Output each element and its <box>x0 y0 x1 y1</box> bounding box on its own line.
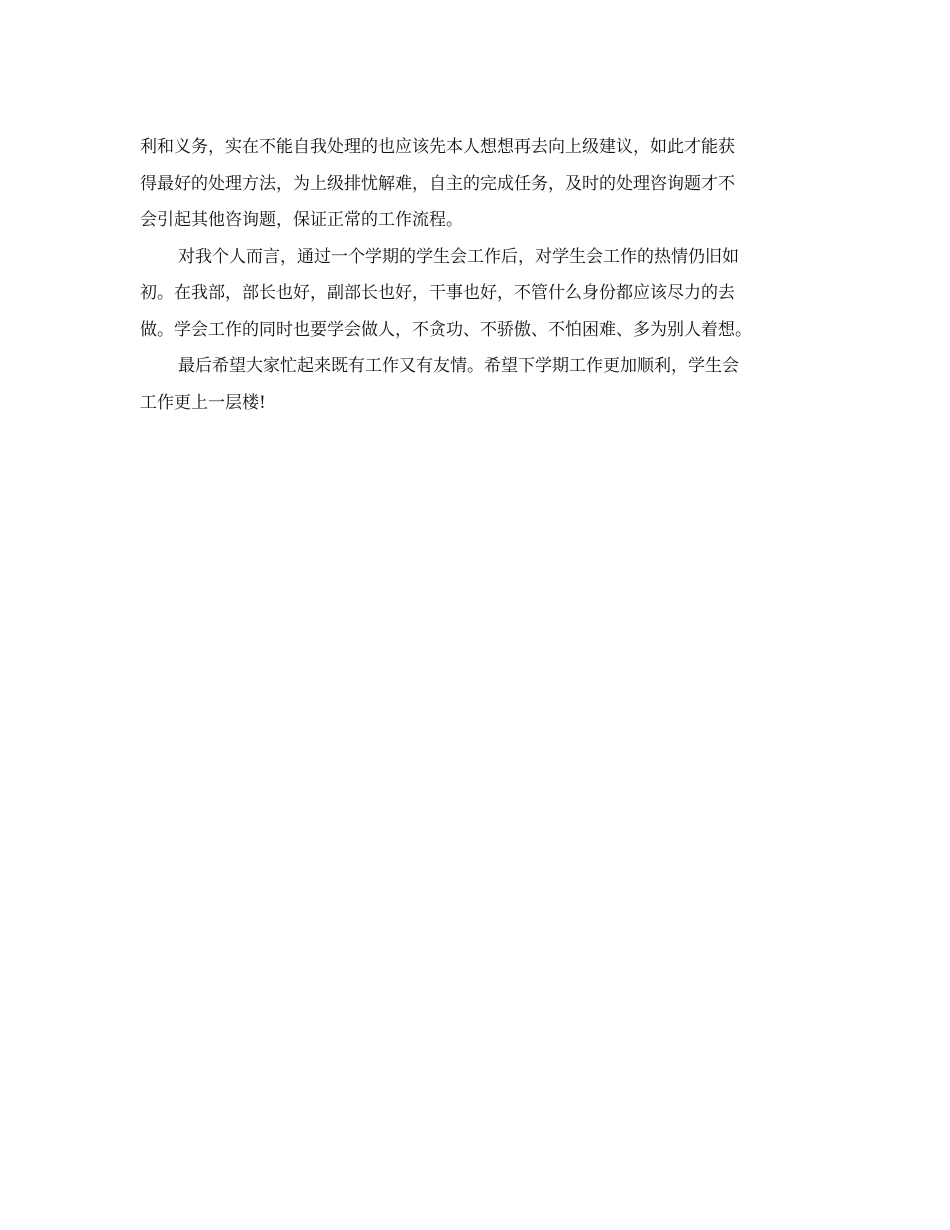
paragraph-line: 初。在我部，部长也好，副部长也好，干事也好，不管什么身份都应该尽力的去 <box>140 283 735 303</box>
paragraph-3 <box>140 348 800 421</box>
paragraph-2 <box>140 239 800 349</box>
paragraph-1 <box>140 129 800 239</box>
paragraph-line: 对我个人而言，通过一个学期的学生会工作后，对学生会工作的热情仍旧如 <box>178 246 739 267</box>
paragraph-line: 会引起其他咨询题，保证正常的工作流程。 <box>140 210 463 230</box>
paragraph-line: 得最好的处理方法，为上级排忧解难，自主的完成任务，及时的处理咨询题才不 <box>140 173 735 194</box>
paragraph-line: 做。学会工作的同时也要学会做人，不贪功、不骄傲、不怕困难、多为别人着想。 <box>140 319 752 340</box>
document-body <box>140 129 800 421</box>
paragraph-line: 最后希望大家忙起来既有工作又有友情。希望下学期工作更加顺利，学生会 <box>178 356 739 376</box>
paragraph-line: 工作更上一层楼! <box>140 392 266 413</box>
paragraph-line: 利和义务，实在不能自我处理的也应该先本人想想再去向上级建议，如此才能获 <box>140 137 735 157</box>
